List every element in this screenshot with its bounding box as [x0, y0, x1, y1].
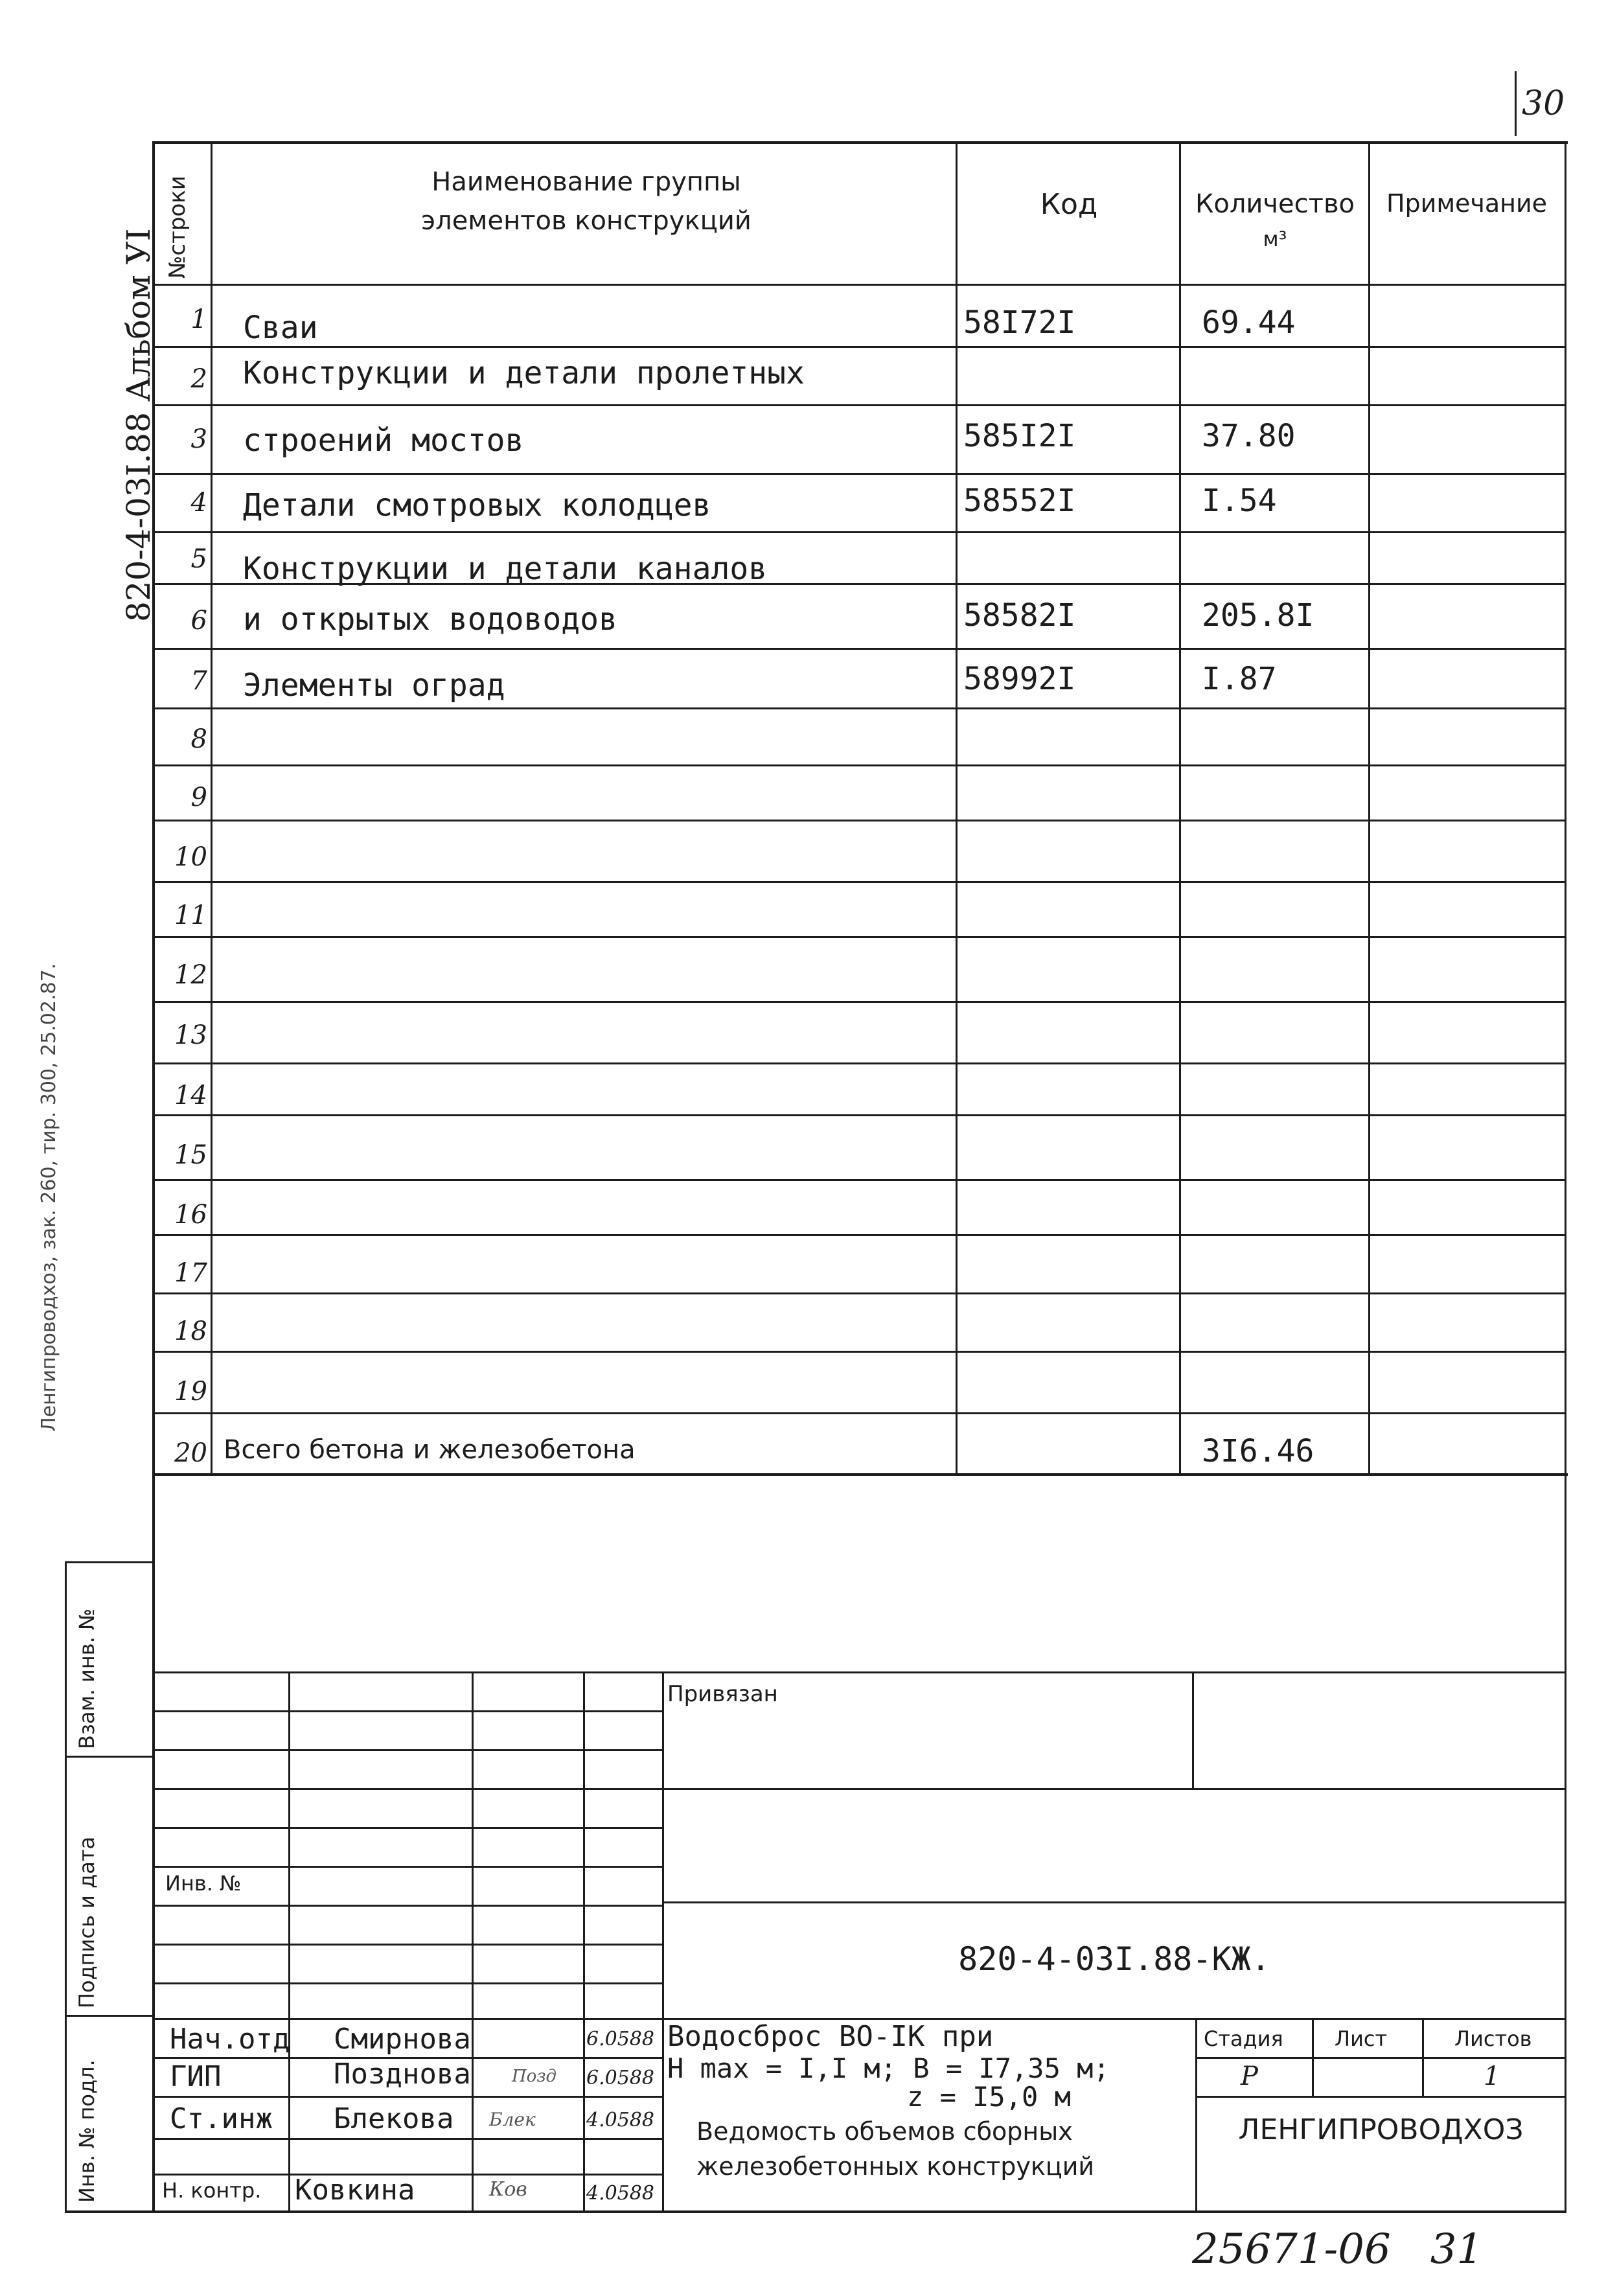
row-name: Детали смотровых колодцев — [243, 487, 711, 523]
row-number: 15 — [174, 1140, 207, 1170]
row-code: 58I72I — [963, 304, 1076, 341]
header-row-number: №строки — [165, 176, 190, 279]
row-number: 20 — [174, 1438, 207, 1468]
row-number: 8 — [190, 724, 207, 754]
row-name: Элементы оград — [243, 667, 505, 704]
project-title-line1: Водосброс ВО-IК при — [667, 2020, 994, 2053]
row-number: 7 — [190, 666, 207, 696]
row-qty: 69.44 — [1202, 304, 1296, 341]
row-number: 12 — [174, 960, 207, 990]
row-number: 3 — [190, 424, 207, 454]
row-number: 19 — [174, 1377, 207, 1406]
row-code: 585I2I — [963, 418, 1076, 454]
signature-date: 6.0588 — [586, 2028, 654, 2050]
inv-no-label: Инв. № — [165, 1871, 242, 1896]
row-qty: I.54 — [1202, 483, 1277, 519]
header-name-line2: элементов конструкций — [421, 206, 751, 236]
row-qty: 37.80 — [1202, 418, 1296, 454]
col-divider-qty — [1368, 141, 1370, 1476]
row-name: Всего бетона и железобетона — [224, 1435, 636, 1465]
signature-date: 4.0588 — [586, 2109, 654, 2131]
archive-number: 25671-06 31 — [1192, 2225, 1484, 2273]
row-qty: 3I6.46 — [1202, 1433, 1314, 1469]
row-qty: I.87 — [1202, 661, 1277, 697]
row-number: 5 — [190, 544, 207, 574]
row-number: 4 — [190, 488, 207, 518]
stamp-vzam-inv: Взам. инв. № — [75, 1608, 99, 1749]
row-number: 9 — [190, 783, 207, 812]
header-qty-line2: м³ — [1263, 227, 1287, 251]
signature-role: ГИП — [170, 2060, 222, 2093]
row-number: 14 — [174, 1081, 207, 1110]
row-name: Сваи — [243, 310, 318, 346]
row-number: 1 — [190, 304, 207, 334]
printing-note: Ленгипроводхоз, зак. 260, тир. 300, 25.02.87. — [38, 963, 60, 1432]
drawing-code: 820-4-03I.88-КЖ. — [958, 1940, 1270, 1978]
signature-name: Смирнова — [334, 2023, 471, 2056]
row-name: Конструкции и детали каналов — [243, 551, 768, 587]
sheets-label: Листов — [1454, 2026, 1532, 2051]
stage-value: Р — [1241, 2061, 1258, 2091]
stage-label: Стадия — [1204, 2026, 1283, 2051]
row-number: 17 — [174, 1258, 207, 1288]
project-subtitle-line1: Ведомость объемов сборных — [696, 2117, 1073, 2146]
row-number: 18 — [174, 1316, 207, 1346]
signature-role: Ст.инж — [170, 2102, 273, 2135]
page-number-box — [1515, 71, 1568, 136]
row-code: 58552I — [963, 483, 1076, 519]
row-name: строений мостов — [243, 422, 524, 459]
row-qty: 205.8I — [1202, 597, 1314, 634]
signature-sign: Блек — [489, 2109, 536, 2130]
sheet-label: Лист — [1335, 2026, 1388, 2051]
col-divider-name — [956, 141, 958, 1476]
header-qty-line1: Количество — [1195, 189, 1355, 219]
row-code: 58582I — [963, 597, 1076, 634]
signature-role: Н. контр. — [162, 2178, 262, 2203]
row-number: 13 — [174, 1020, 207, 1050]
signature-name: Блекова — [334, 2102, 454, 2135]
project-title-line2: Н max = I,I м; В = I7,35 м; — [667, 2052, 1110, 2084]
header-code: Код — [1040, 188, 1098, 221]
col-divider-num — [211, 141, 212, 1476]
row-number: 6 — [190, 606, 207, 636]
signature-sign: Позд — [512, 2067, 556, 2086]
signature-date: 6.0588 — [586, 2067, 654, 2089]
organization-name: ЛЕНГИПРОВОДХОЗ — [1238, 2113, 1524, 2146]
project-title-line3: z = I5,0 м — [907, 2081, 1071, 2113]
row-number: 16 — [174, 1200, 207, 1230]
stamp-podpis-data: Подпись и дата — [75, 1836, 99, 2008]
sheets-value: 1 — [1484, 2061, 1500, 2091]
project-subtitle-line2: железобетонных конструкций — [696, 2152, 1095, 2181]
row-name: Конструкции и детали пролетных — [243, 355, 805, 391]
signature-sign: Ков — [489, 2178, 527, 2201]
signature-role: Нач.отд — [170, 2023, 290, 2056]
row-code: 58992I — [963, 661, 1076, 697]
page-number: 30 — [1522, 84, 1565, 123]
stamp-inv-podl: Инв. № подл. — [75, 2060, 99, 2203]
signature-date: 4.0588 — [586, 2182, 654, 2205]
row-number: 10 — [174, 842, 207, 872]
row-number: 2 — [190, 364, 207, 394]
row-number: 11 — [174, 901, 207, 930]
header-name-line1: Наименование группы — [431, 167, 741, 197]
album-code: 820-4-03I.88 Альбом УI — [120, 228, 157, 622]
privyazan-label: Привязан — [667, 1681, 778, 1707]
header-note: Примечание — [1386, 189, 1548, 218]
signature-name: Ковкина — [295, 2174, 415, 2207]
row-name: и открытых водоводов — [243, 601, 617, 637]
col-divider-code — [1179, 141, 1181, 1476]
signature-name: Позднова — [334, 2058, 471, 2091]
